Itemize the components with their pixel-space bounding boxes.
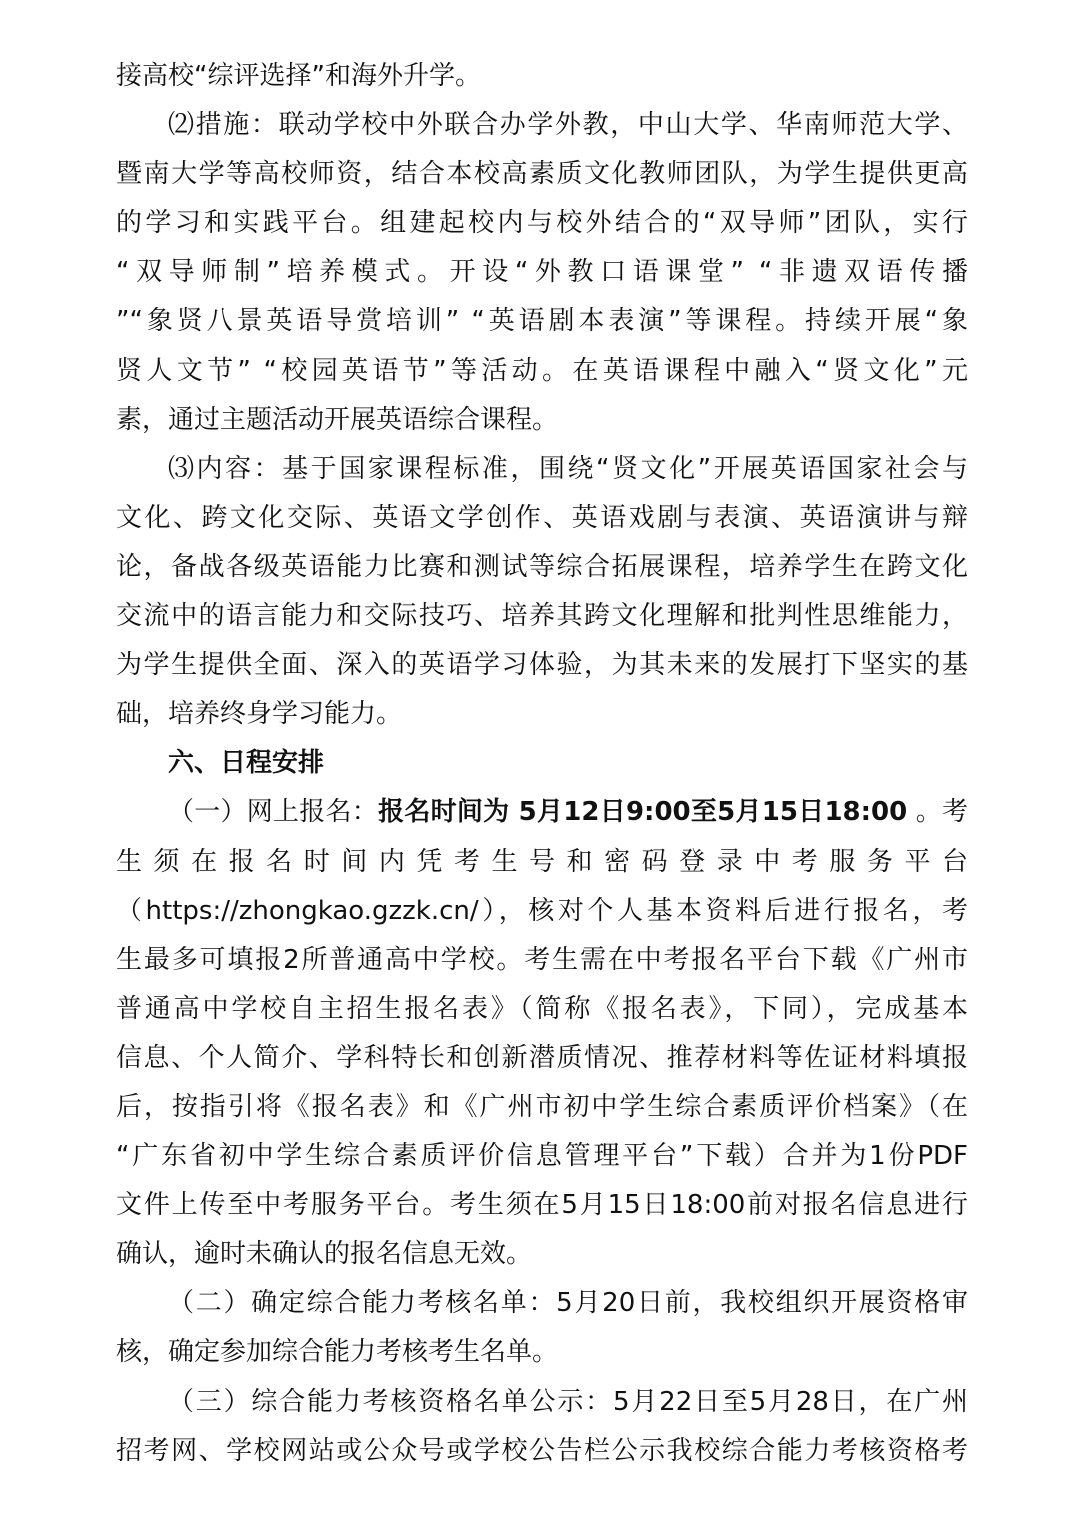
registration-prefix: （一）网上报名：	[168, 797, 379, 828]
paragraph-line: ”“象贤八景英语导赏培训” “英语剧本表演”等课程。持续开展“象	[116, 306, 968, 337]
paragraph-line: ⑶内容：基于国家课程标准，围绕“贤文化”开展英语国家社会与	[168, 453, 968, 484]
paragraph-line: 交流中的语言能力和交际技巧、培养其跨文化理解和批判性思维能力，	[116, 601, 968, 632]
paragraph-line: 信息、个人简介、学科特长和创新潜质情况、推荐材料等佐证材料填报	[116, 1042, 968, 1073]
registration-first-line	[116, 788, 968, 837]
paragraph-line: 论，备战各级英语能力比赛和测试等综合拓展课程，培养学生在跨文化	[116, 551, 968, 582]
paragraph-line: 暨南大学等高校师资，结合本校高素质文化教师团队，为学生提供更高	[116, 159, 968, 190]
paragraph-line: 为学生提供全面、深入的英语学习体验，为其未来的发展打下坚实的基	[116, 650, 968, 681]
paragraph-line: 普通高中学校自主招生报名表》（简称《报名表》，下同），完成基本	[116, 993, 968, 1024]
section-heading: 六、日程安排	[168, 748, 325, 779]
paragraph-line: 文件上传至中考服务平台。考生须在5月15日18:00前对报名信息进行	[116, 1190, 968, 1221]
paragraph-line: 接高校“综评选择”和海外升学。	[116, 61, 481, 91]
paragraph-line: 的学习和实践平台。组建起校内与校外结合的“双导师”团队，实行	[116, 208, 968, 239]
paragraph-line: （三）综合能力考核资格名单公示：5月22日至5月28日，在广州	[168, 1386, 968, 1417]
paragraph-line: 文化、跨文化交际、英语文学创作、英语戏剧与表演、英语演讲与辩	[116, 502, 968, 533]
paragraph-line: 生最多可填报2所普通高中学校。考生需在中考报名平台下载《广州市	[116, 944, 968, 975]
paragraph-line: 生须在报名时间内凭考生号和密码登录中考服务平台	[116, 846, 968, 877]
paragraph-line: （https://zhongkao.gzzk.cn/），核对个人基本资料后进行报名，考	[116, 895, 968, 926]
paragraph-line: “广东省初中学生综合素质评价信息管理平台”下载）合并为1份PDF	[116, 1141, 968, 1172]
paragraph-line: ⑵措施：联动学校中外联合办学外教，中山大学、华南师范大学、	[168, 110, 968, 141]
registration-time: 报名时间为 5月12日9:00至5月15日18:00	[378, 797, 908, 828]
paragraph-line: 确认，逾时未确认的报名信息无效。	[116, 1239, 533, 1270]
paragraph-line: 招考网、学校网站或公众号或学校公告栏公示我校综合能力考核资格考	[116, 1435, 968, 1466]
paragraph-line: （二）确定综合能力考核名单：5月20日前，我校组织开展资格审	[168, 1288, 968, 1319]
document-page	[116, 52, 968, 1476]
paragraph-line: 后，按指引将《报名表》和《广州市初中学生综合素质评价档案》（在	[116, 1091, 968, 1122]
paragraph-line: 础，培养终身学习能力。	[116, 699, 403, 730]
paragraph-line: 素，通过主题活动开展英语综合课程。	[116, 404, 559, 435]
registration-suffix: 。考	[907, 797, 968, 828]
paragraph-line: 贤人文节” “校园英语节”等活动。在英语课程中融入“贤文化”元	[116, 355, 968, 386]
paragraph-line: “双导师制”培养模式。开设“外教口语课堂” “非遗双语传播	[116, 257, 968, 288]
paragraph-line: 核，确定参加综合能力考核考生名单。	[116, 1337, 559, 1368]
